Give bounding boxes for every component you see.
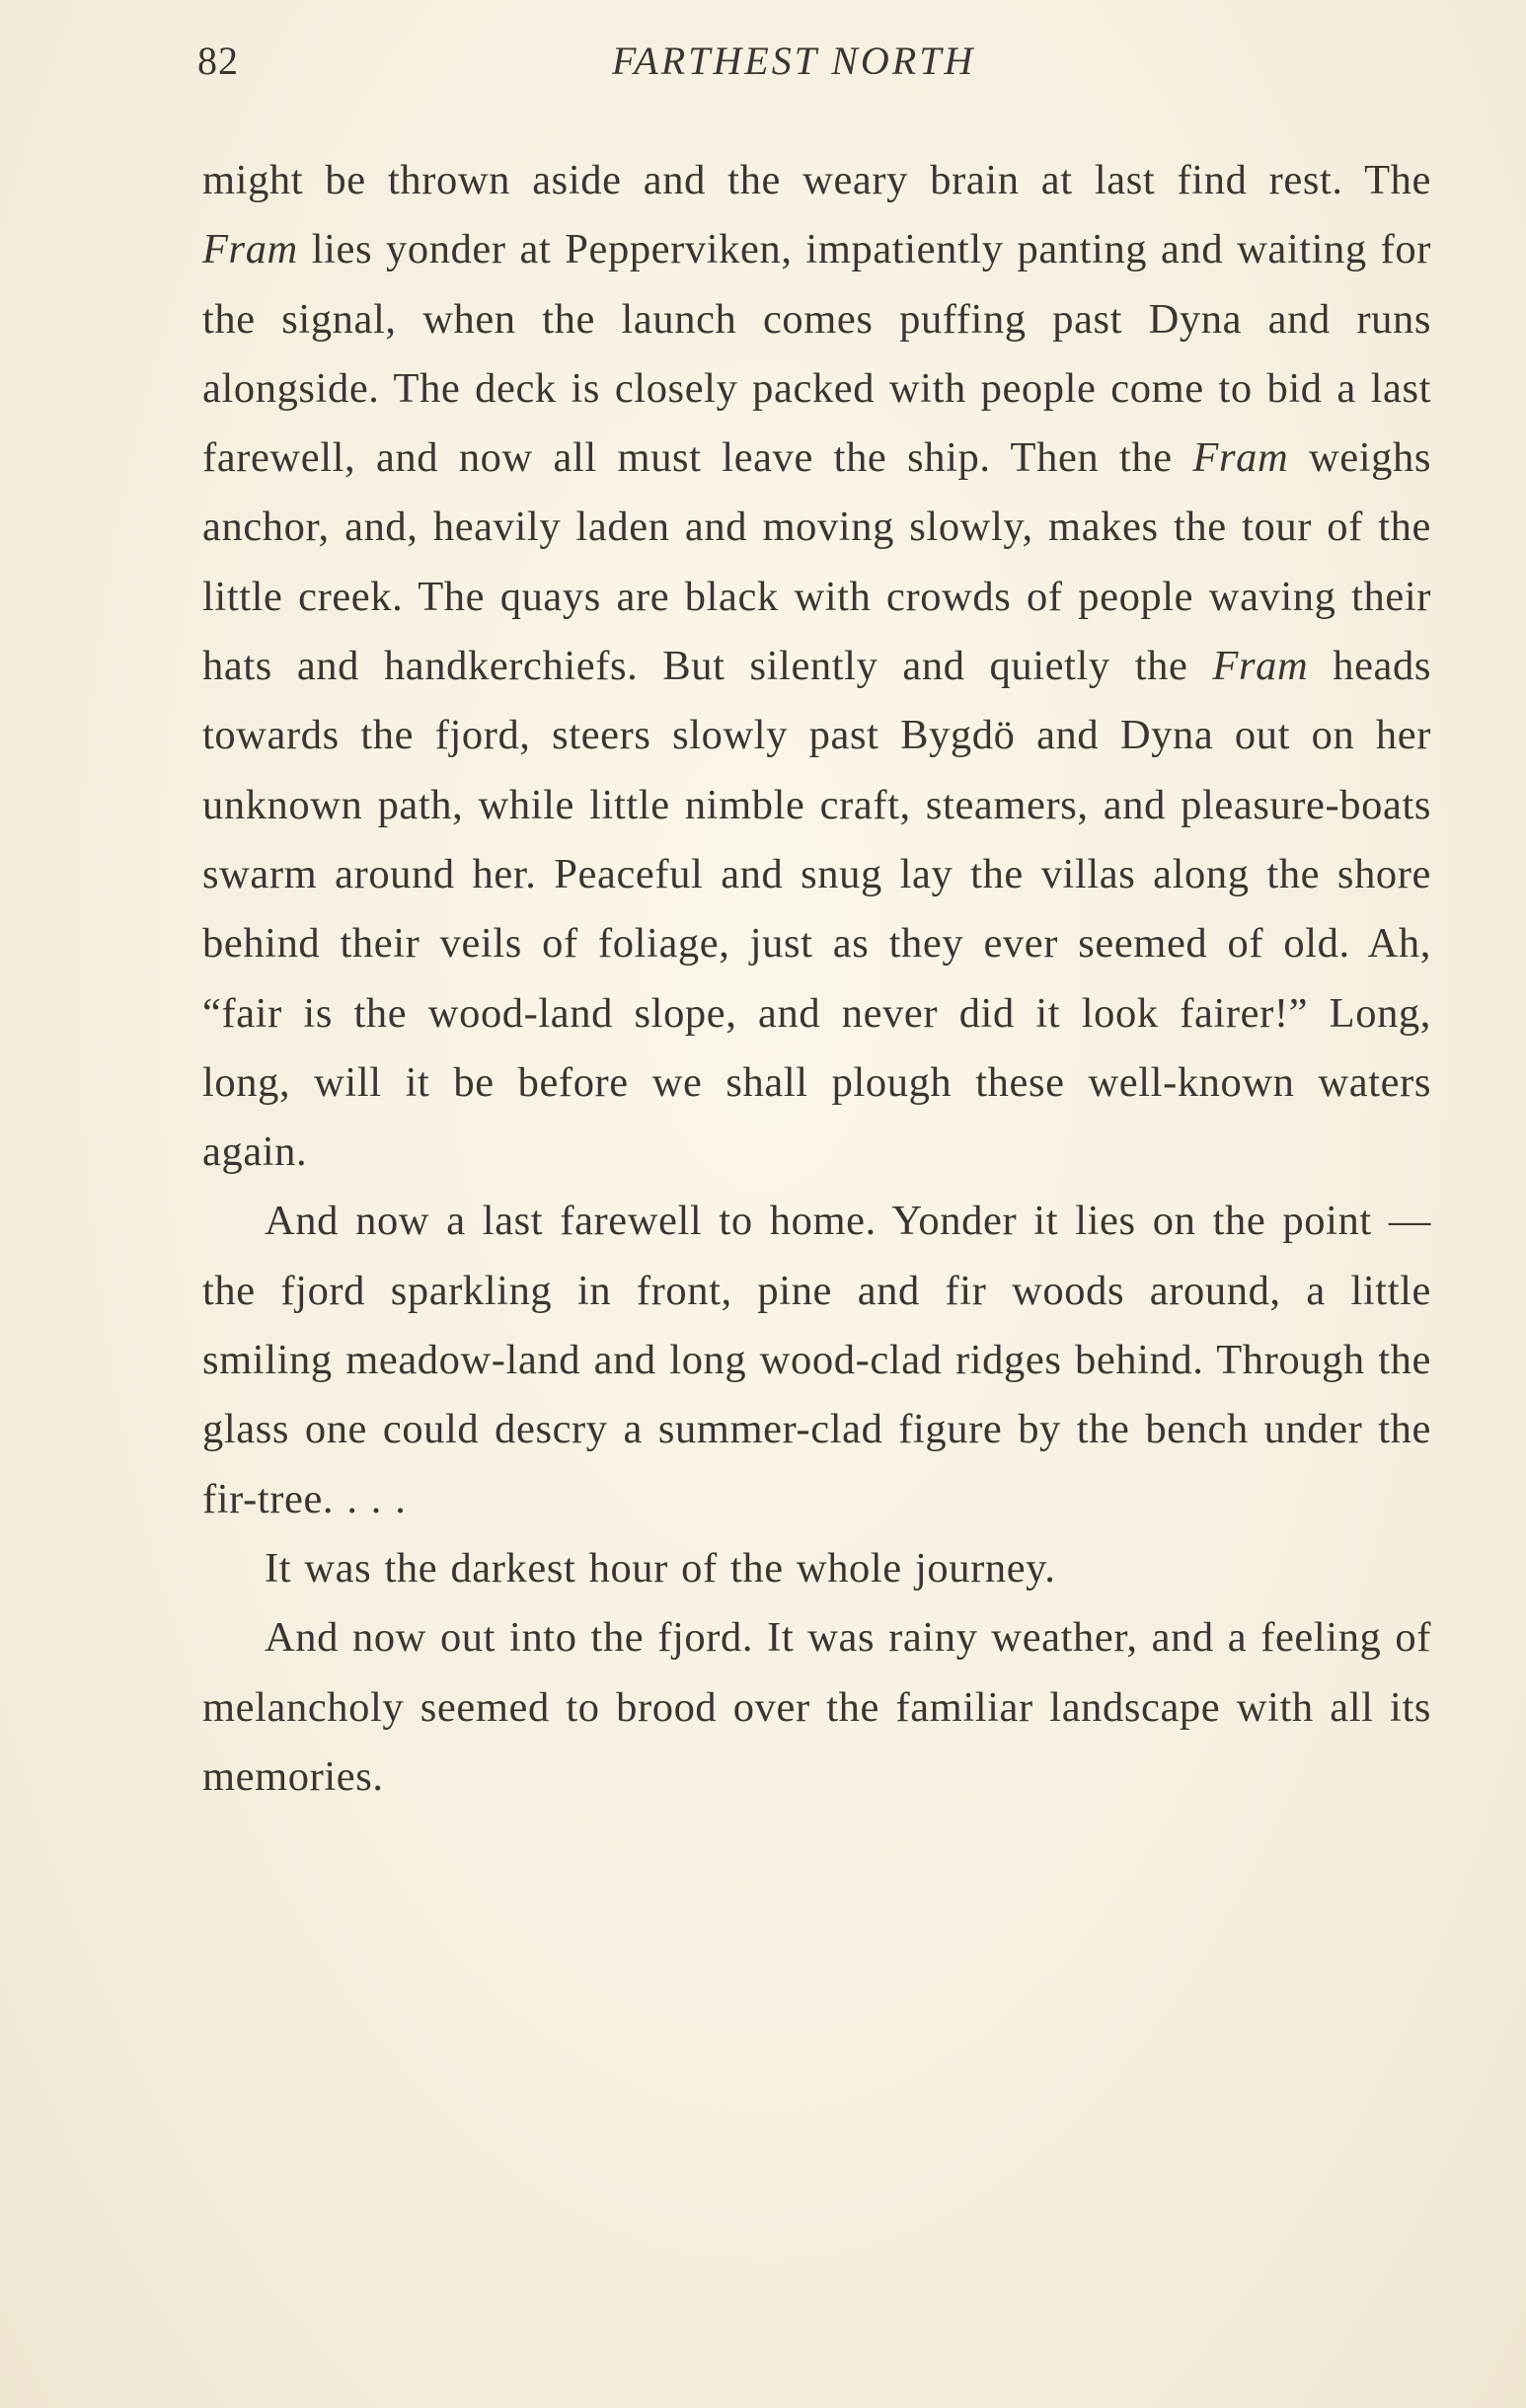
ship-name: Fram (1212, 643, 1309, 690)
paragraph-2 (202, 1187, 1431, 1533)
running-title: FARTHEST NORTH (612, 39, 976, 83)
paragraph-1 (202, 146, 1431, 1187)
text-segment: might be thrown aside and the weary brain at last find rest. The (202, 157, 1431, 203)
text-segment: heads towards the fjord, steers slowly past Bygdö and Dyna out on her unknown path, while little nimble craft, steamers, and pleasure-boats swarm around her. Peaceful and snug lay the villas along the shore behind their veils of foliage, just as they ever seemed of old. Ah, “fair is the wood-land slope, and never did it look fairer!” Long, long, will it be before we shall plough these well-known waters again. (202, 643, 1432, 1176)
paragraph-4 (202, 1603, 1431, 1812)
running-head (197, 38, 1431, 97)
ship-name: Fram (1192, 434, 1289, 482)
text-segment: And now out into the fjord. It was rainy weather, and a feeling of melancholy seemed to brood over the familiar landscape with all its memories. (202, 1614, 1431, 1800)
body-text (202, 146, 1431, 1812)
ship-name: Fram (202, 226, 298, 273)
page-number: 82 (197, 39, 239, 83)
text-segment: And now a last farewell to home. Yonder it lies on the point — the fjord sparkling in front, pine and fir woods around, a little smiling meadow-land and long wood-clad ridges behind. Through the glass one could descry a summer-clad figure by the bench under the fir-tree. . . . (202, 1198, 1431, 1522)
text-segment: lies yonder at Pepperviken, impatiently panting and waiting for the signal, when the launch comes puffing past Dyna and runs alongside. The deck is closely packed with people come to bid a last farewell, and now all must leave the ship. Then the (202, 226, 1431, 482)
text-segment: It was the darkest hour of the whole journey. (265, 1544, 1056, 1592)
paragraph-3 (202, 1534, 1431, 1603)
text-segment: weighs anchor, and, heavily laden and moving slowly, makes the tour of the little creek. The quays are black with crowds of people waving their hats and handkerchiefs. But silently and quietly the (202, 434, 1431, 690)
